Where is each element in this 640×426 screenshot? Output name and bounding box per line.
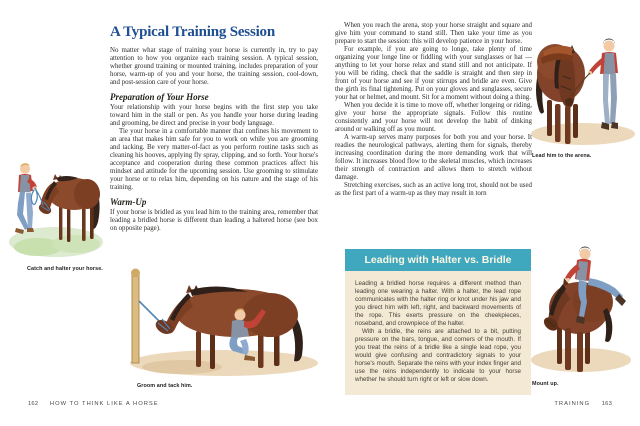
arena-paragraph-3: When you decide it is time to move off, whether longeing or riding, give your horse the appropriate signals. Follow this routine consistently and your horse will not develop the habit of dinking around or walking off as you mount.: [335, 102, 532, 133]
preparation-paragraph-2: Tie your horse in a comfortable manner that confines his movement to an area that makes him safe for you to work on while you are grooming and tacking. Be very matter-of-fact as you perform routine tasks such as cleaning his hooves, applying fly spray, clipping, and so forth. Your horse's acceptance and cooperation during these common practices affect his mindset and attitude for the upcoming session. Use grooming to stimulate your horse or to relax him, depending on his nature and the stage of his training.: [110, 128, 318, 191]
left-page-number: 162: [28, 401, 39, 407]
caption-lead-arena: Lead him to the arena.: [532, 153, 592, 159]
horse-and-handler-drawing: [4, 136, 106, 264]
book-title-running-head: HOW TO THINK LIKE A HORSE: [49, 401, 159, 407]
section-heading-preparation: Preparation of Your Horse: [110, 92, 209, 102]
saddled-horse-led-drawing: [527, 12, 639, 150]
halter-vs-bridle-box: [345, 249, 531, 395]
left-page-footer: [28, 401, 159, 407]
illustration-groom-and-tack: [112, 263, 320, 389]
arena-paragraph-2: For example, if you are going to longe, take plenty of time organizing your longe line or fiddling with your sunglasses or hat — anything to let your horse relax and stand still and not anticipate. If you will be riding, check that the saddle is straight and then step in front of your horse and see if your stirrups and bridle are even. Give the girth its final tightening. Put on your gloves and sunglasses, secure your hat or helmet, and mount. Sit for a moment without doing a thing.: [335, 46, 532, 101]
right-page-footer: [554, 401, 612, 407]
stretching-paragraph: Stretching exercises, such as an active long trot, should not be used as the first part of a warm-up as they may result in torn: [335, 182, 532, 197]
intro-paragraph: No matter what stage of training your horse is currently in, try to pay attention to how you organize each training session. A typical session, whether ground training or mounted training, includes preparation of your horse, warm-up of you and your horse, the training session, cool-down, and post-session care of your horse.: [110, 47, 318, 86]
section-heading-warm-up: Warm-Up: [110, 197, 147, 207]
right-page-number: 163: [601, 401, 612, 407]
box-paragraph-1: Leading a bridled horse requires a different method than leading one wearing a halter. With a halter, the lead rope communicates with the halter ring or knot under his jaw and you direct him with left, right, and backward movements of the rope. This exerts pressure on the cheekpieces, noseband, and crownpiece of the halter.: [355, 280, 521, 327]
warm-up-paragraph: If your horse is bridled as you lead him to the training area, remember that leading a bridled horse is different than leading a haltered horse (see box on opposite page).: [110, 209, 318, 232]
caption-mount-up: Mount up.: [532, 381, 559, 387]
illustration-mount-up: [527, 228, 639, 387]
box-paragraph-2: With a bridle, the reins are attached to a bit, putting pressure on the bars, tongue, and corners of the mouth. If you treat the reins of a bridle like a single lead rope, you would give confusing and contradictory signals to your horse's mouth. Separate the reins with your index finger and use the reins independently to indicate to your horse whether he should turn right or left or slow down.: [355, 328, 521, 383]
caption-groom-tack: Groom and tack him.: [137, 383, 193, 389]
hitching-post: [131, 269, 140, 364]
warm-up-purpose-paragraph: A warm-up serves many purposes for both you and your horse. It readies the neurological pathways, alerting them for signals, thereby increasing coordination during the more demanding work that will follow. It increases blood flow to the skeletal muscles, which increases their strength of contraction and allows them to stretch without damage.: [335, 134, 532, 181]
left-text-column: [110, 24, 318, 262]
caption-catch-halter: Catch and halter your horse.: [27, 266, 103, 272]
preparation-paragraph-1: Your relationship with your horse begins with the first step you take toward him in the stall or pen. As you handle your horse during leading and grooming, be direct and precise in your body language.: [110, 104, 318, 127]
tied-horse-grooming-drawing: [112, 263, 320, 381]
handler: [15, 163, 43, 234]
box-body: [345, 271, 531, 395]
page-title: A Typical Training Session: [110, 24, 275, 40]
box-title: Leading with Halter vs. Bridle: [345, 249, 531, 271]
illustration-catch-and-halter: [4, 136, 106, 272]
arena-paragraph-1: When you reach the arena, stop your horse straight and square and give him your command to stand still. Then take your time as you prepare to start the session: this will develop patience in your horse.: [335, 22, 532, 45]
right-text-column: [335, 22, 532, 248]
illustration-lead-to-arena: [527, 12, 639, 159]
chapter-title-running-head: TRAINING: [554, 401, 591, 407]
rider-mounting-drawing: [527, 228, 639, 378]
